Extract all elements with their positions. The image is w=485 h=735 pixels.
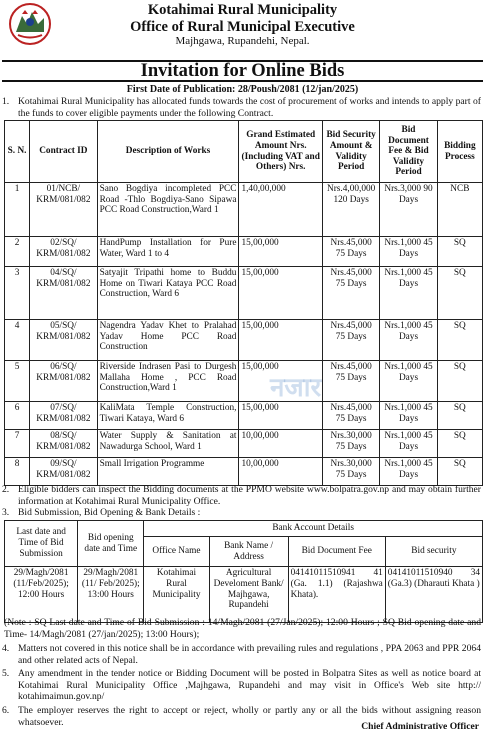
cell-doc-fee: Nrs.1,000 45 Days (380, 237, 437, 267)
cell-contract-id: 05/SQ/ KRM/081/082 (30, 320, 97, 361)
cell-doc-fee: Nrs.1,000 45 Days (380, 267, 437, 320)
col-header-contract-id: Contract ID (30, 121, 97, 183)
cell-process: SQ (437, 320, 482, 361)
notice-banner: Invitation for Online Bids (2, 60, 483, 82)
signatory-title: Chief Administrative Officer (361, 721, 479, 732)
cell-sn: 4 (5, 320, 30, 361)
office-address: Majhgawa, Rupandehi, Nepal. (175, 35, 310, 47)
watermark: नजार (270, 373, 322, 403)
table-row (5, 267, 483, 320)
cell-doc-fee: Nrs.1,000 45 Days (380, 430, 437, 458)
table-row (5, 402, 483, 430)
cell-sn: 1 (5, 183, 30, 237)
cell-doc-fee: Nrs.1,000 45 Days (380, 458, 437, 486)
cell-doc-fee: Nrs.3,000 90 Days (380, 183, 437, 237)
cell-security: Nrs.45,000 75 Days (322, 267, 379, 320)
bids-table (4, 120, 483, 486)
cell-security: Nrs.45,000 75 Days (322, 320, 379, 361)
para-number: 2. (2, 484, 10, 495)
table-row (5, 361, 483, 402)
cell-process: SQ (437, 237, 482, 267)
col-header-opening: Bid opening date and Time (78, 521, 144, 567)
cell-description: KaliMata Temple Construction, Tiwari Kataya, Ward 6 (97, 402, 239, 430)
col-header-bid-security: Bid Security Amount & Validity Period (322, 121, 379, 183)
cell-process: SQ (437, 361, 482, 402)
cell-contract-id: 07/SQ/ KRM/081/082 (30, 402, 97, 430)
cell-process: NCB (437, 183, 482, 237)
cell-description: Sano Bogdiya incompleted PCC Road -Thlo Bogdiya-Sano Sipawa PCC Road Construction,Ward 1 (97, 183, 239, 237)
cell-amount: 10,00,000 (239, 458, 323, 486)
table-row (5, 237, 483, 267)
cell-sn: 6 (5, 402, 30, 430)
cell-security: Nrs.4,00,000 120 Days (322, 183, 379, 237)
cell-description: Water Supply & Sanitation at Nawadurga School, Ward 1 (97, 430, 239, 458)
cell-sn: 7 (5, 430, 30, 458)
col-header-description: Description of Works (97, 121, 239, 183)
cell-bank-name: Agricultural Develoment Bank/ Majhgawa, Rupandehi (209, 567, 288, 623)
col-header-bank-name: Bank Name / Address (209, 537, 288, 567)
office-title: Office of Rural Municipal Executive (130, 19, 355, 35)
cell-description: Nagendra Yadav Khet to Pralahad Yadav Home PCC Road Construction (97, 320, 239, 361)
table-row (5, 430, 483, 458)
cell-amount: 1,40,00,000 (239, 183, 323, 237)
col-header-security: Bid security (385, 537, 482, 567)
intro-paragraph: Kotahimai Rural Municipality has allocated funds towards the cost of procurement of works and intends to apply part of the funds to cover eligible payments under the following Contract. (18, 96, 481, 119)
table-row (5, 458, 483, 486)
cell-amount: 15,00,000 (239, 402, 323, 430)
cell-security-account: 04141011510940 34 (Ga.3) (Dharauti Khata ) (385, 567, 482, 623)
cell-contract-id: 06/SQ/ KRM/081/082 (30, 361, 97, 402)
cell-opening: 29/Magh/2081 (11/ Feb/2025); 13:00 Hours (78, 567, 144, 623)
cell-amount: 15,00,000 (239, 237, 323, 267)
col-header-process: Bidding Process (437, 121, 482, 183)
cell-contract-id: 04/SQ/ KRM/081/082 (30, 267, 97, 320)
rules-paragraph: Matters not covered in this notice shall be in accordance with prevailing rules and regulations , PPA 2063 and PPR 2064 and other related acts of Nepal. (18, 643, 481, 666)
cell-doc-fee-account: 04141011510941 41 (Ga. 1.1) (Rajashwa Khata). (288, 567, 385, 623)
table-row (5, 183, 483, 237)
cell-contract-id: 02/SQ/ KRM/081/082 (30, 237, 97, 267)
cell-doc-fee: Nrs.1,000 45 Days (380, 320, 437, 361)
col-header-sn: S. N. (5, 121, 30, 183)
cell-description: HandPump Installation for Pure Water, Ward 1 to 4 (97, 237, 239, 267)
cell-security: Nrs.45,000 75 Days (322, 237, 379, 267)
cell-amount: 15,00,000 (239, 267, 323, 320)
table-row (5, 320, 483, 361)
col-header-doc-fee: Bid Document Fee & Bid Validity Period (380, 121, 437, 183)
cell-doc-fee: Nrs.1,000 45 Days (380, 361, 437, 402)
table-row (5, 567, 483, 623)
cell-description: Small Irrigation Programme (97, 458, 239, 486)
cell-process: SQ (437, 458, 482, 486)
col-header-amount: Grand Estimated Amount Nrs. (Including VAT and Others) Nrs. (239, 121, 323, 183)
bank-details-heading: Bid Submission, Bid Opening & Bank Details : (18, 507, 201, 518)
col-header-doc-fee: Bid Document Fee (288, 537, 385, 567)
cell-security: Nrs.45,000 75 Days (322, 402, 379, 430)
notice-page (2, 0, 483, 733)
cell-doc-fee: Nrs.1,000 45 Days (380, 402, 437, 430)
cell-contract-id: 09/SQ/ KRM/081/082 (30, 458, 97, 486)
cell-description: Riverside Indrasen Pasi to Durgesh Mallaha Home , PCC Road Construction,Ward 1 (97, 361, 239, 402)
col-header-last-date: Last date and Time of Bid Submission (5, 521, 78, 567)
para-number: 3. (2, 507, 10, 518)
cell-sn: 5 (5, 361, 30, 402)
cell-sn: 8 (5, 458, 30, 486)
cell-process: SQ (437, 430, 482, 458)
cell-contract-id: 01/NCB/ KRM/081/082 (30, 183, 97, 237)
col-header-office-name: Office Name (144, 537, 209, 567)
cell-last-date: 29/Magh/2081 (11/Feb/2025); 12:00 Hours (5, 567, 78, 623)
reservation-paragraph: The employer reserves the right to accept or reject, wholly or partly any or all the bids without assigning reason whatsoever. (18, 705, 481, 728)
para-number: 1. (2, 96, 10, 107)
letterhead (2, 0, 483, 48)
cell-amount: 15,00,000 (239, 320, 323, 361)
cell-sn: 3 (5, 267, 30, 320)
para-number: 4. (2, 643, 10, 654)
cell-office-name: Kotahimai Rural Municipality (144, 567, 209, 623)
cell-contract-id: 08/SQ/ KRM/081/082 (30, 430, 97, 458)
amendment-paragraph: Any amendment in the tender notice or Bidding Document will be posted in Bolpatra Sites as well as notice board at Kotahimai Rural Municipality Office ,Majhgawa, Rupandehi and may visit in Office's Web site http:// kotahimaimun.gov.np/ (18, 668, 481, 702)
cell-process: SQ (437, 267, 482, 320)
cell-amount: 10,00,000 (239, 430, 323, 458)
sq-note: (Note : SQ Last date and Time of Bid Submission : 14/Magh/2081 (27/Jan/2025); 12:00 Hours ; SQ Bid opening date and Time- 14/Magh/2081 (27/jan/2025); 13:00 Hours); (4, 617, 481, 640)
publication-date: First Date of Publication: 28/Poush/2081 (12/jan/2025) (126, 84, 359, 95)
cell-description: Satyajit Tripathi home to Buddu Home on Tiwari Kataya PCC Road Construction, Ward 6 (97, 267, 239, 320)
cell-security: Nrs.45,000 75 Days (322, 361, 379, 402)
cell-amount: 15,00,000 (239, 361, 323, 402)
para-number: 6. (2, 705, 10, 716)
cell-security: Nrs.30,000 75 Days (322, 458, 379, 486)
para-number: 5. (2, 668, 10, 679)
cell-process: SQ (437, 402, 482, 430)
col-header-bank-account-details: Bank Account Details (144, 521, 483, 537)
cell-security: Nrs.30,000 75 Days (322, 430, 379, 458)
cell-sn: 2 (5, 237, 30, 267)
municipality-title: Kotahimai Rural Municipality (147, 2, 338, 18)
inspection-paragraph: Eligible bidders can inspect the Bidding documents at the PPMO website www.bolpatra.gov.np and may obtain further information at Kotahimai Rural Municipality Office. (18, 484, 481, 507)
bank-details-table (4, 520, 483, 623)
